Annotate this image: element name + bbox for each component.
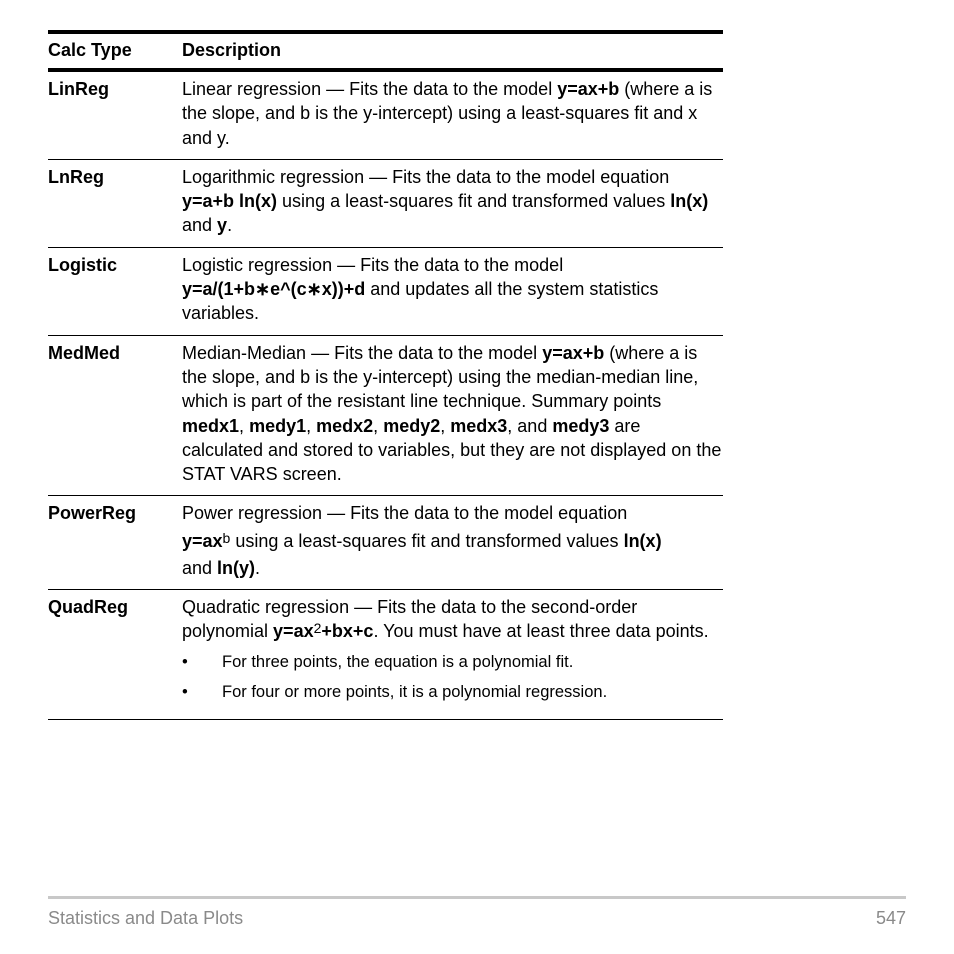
desc-bold: medy3 bbox=[552, 415, 610, 436]
calc-type-description bbox=[182, 164, 723, 238]
desc-superscript: 2 bbox=[313, 620, 322, 637]
desc-bold: +bx+c bbox=[321, 621, 374, 642]
table-row-logistic bbox=[48, 248, 723, 336]
footer-rule bbox=[48, 896, 906, 899]
desc-bold: ln(x) bbox=[670, 191, 709, 212]
table-row-lnreg bbox=[48, 160, 723, 248]
bullet-text: For three points, the equation is a polynomial fit. bbox=[222, 652, 574, 671]
desc-text: Median-Median — Fits the data to the model bbox=[182, 342, 543, 363]
calc-type-description bbox=[182, 252, 723, 326]
desc-bold: medx3 bbox=[450, 415, 508, 436]
desc-bold: y=ax bbox=[273, 621, 314, 642]
desc-bold: y=ax+b bbox=[557, 79, 620, 99]
desc-text: Power regression — Fits the data to the model equation bbox=[182, 503, 628, 524]
footer-section-title: Statistics and Data Plots bbox=[48, 908, 244, 928]
header-description: Description bbox=[182, 40, 282, 60]
desc-bold: medx1 bbox=[182, 415, 240, 436]
desc-text: are calculated and stored to variables, but they are not displayed on the STAT VARS screen. bbox=[182, 415, 722, 485]
desc-text: (where a is the slope, and b is the y-intercept) using a least-squares fit and x and y. bbox=[182, 79, 713, 148]
desc-text: using a least-squares fit and transformed values bbox=[277, 191, 671, 212]
table-row-medmed bbox=[48, 336, 723, 497]
table-row-quadreg bbox=[48, 590, 723, 720]
bullet-icon: • bbox=[182, 682, 188, 701]
desc-text: Quadratic regression — Fits the data to the second-order polynomial bbox=[182, 597, 638, 642]
table-header bbox=[48, 34, 723, 64]
header-calc-type: Calc Type bbox=[48, 40, 132, 60]
desc-superscript: b bbox=[222, 529, 231, 546]
page-number: 547 bbox=[875, 908, 906, 928]
calc-type-description bbox=[182, 500, 723, 580]
desc-text: Logarithmic regression — Fits the data to the model equation bbox=[182, 166, 670, 187]
desc-text: . bbox=[255, 557, 261, 578]
desc-text: , bbox=[440, 415, 451, 436]
calc-type-description bbox=[182, 76, 723, 150]
bullet-text: For four or more points, it is a polynomial regression. bbox=[222, 682, 608, 701]
table-row-powerreg bbox=[48, 496, 723, 590]
calc-type-name: LinReg bbox=[48, 79, 109, 99]
desc-text: and updates all the system statistics variables. bbox=[182, 279, 659, 324]
desc-bold: medy2 bbox=[383, 415, 441, 436]
list-item bbox=[182, 650, 723, 674]
desc-text: and bbox=[182, 215, 218, 236]
desc-bold: y bbox=[217, 215, 228, 236]
list-item bbox=[182, 680, 723, 704]
calc-type-name: Logistic bbox=[48, 254, 118, 275]
bullet-icon: • bbox=[182, 652, 188, 671]
calc-type-description bbox=[182, 594, 723, 710]
desc-text: Logistic regression — Fits the data to the model bbox=[182, 254, 564, 275]
calc-type-name: LnReg bbox=[48, 166, 104, 187]
desc-bold: medy1 bbox=[249, 415, 307, 436]
desc-text: , bbox=[306, 415, 317, 436]
desc-bold: y=ax bbox=[182, 530, 223, 551]
desc-text: (where a is the slope, and b is the y-intercept) using the median-median line, which is part of the resistant line technique. Summary points bbox=[182, 342, 699, 412]
desc-text: and bbox=[182, 557, 218, 578]
calc-type-description bbox=[182, 340, 723, 487]
desc-text: , bbox=[239, 415, 250, 436]
calc-type-name: MedMed bbox=[48, 342, 120, 363]
calc-type-name: PowerReg bbox=[48, 503, 137, 524]
bullet-list bbox=[182, 650, 723, 704]
desc-bold: medx2 bbox=[316, 415, 374, 436]
desc-bold: ln(y) bbox=[217, 557, 256, 578]
desc-text: , and bbox=[507, 415, 553, 436]
desc-bold: y=a/(1+b∗e^(c∗x))+d bbox=[182, 279, 366, 300]
desc-bold: y=ax+b bbox=[542, 342, 605, 363]
desc-text: using a least-squares fit and transformed values bbox=[230, 530, 624, 551]
table-row-linreg bbox=[48, 72, 723, 160]
desc-text: , bbox=[373, 415, 384, 436]
desc-bold: ln(x) bbox=[623, 530, 662, 551]
desc-text: . You must have at least three data points. bbox=[373, 621, 709, 642]
desc-bold: y=a+b ln(x) bbox=[182, 191, 278, 212]
calc-type-table bbox=[48, 30, 723, 720]
calc-type-name: QuadReg bbox=[48, 597, 129, 618]
desc-text: Linear regression — Fits the data to the model bbox=[182, 79, 558, 99]
desc-text: . bbox=[227, 215, 233, 236]
